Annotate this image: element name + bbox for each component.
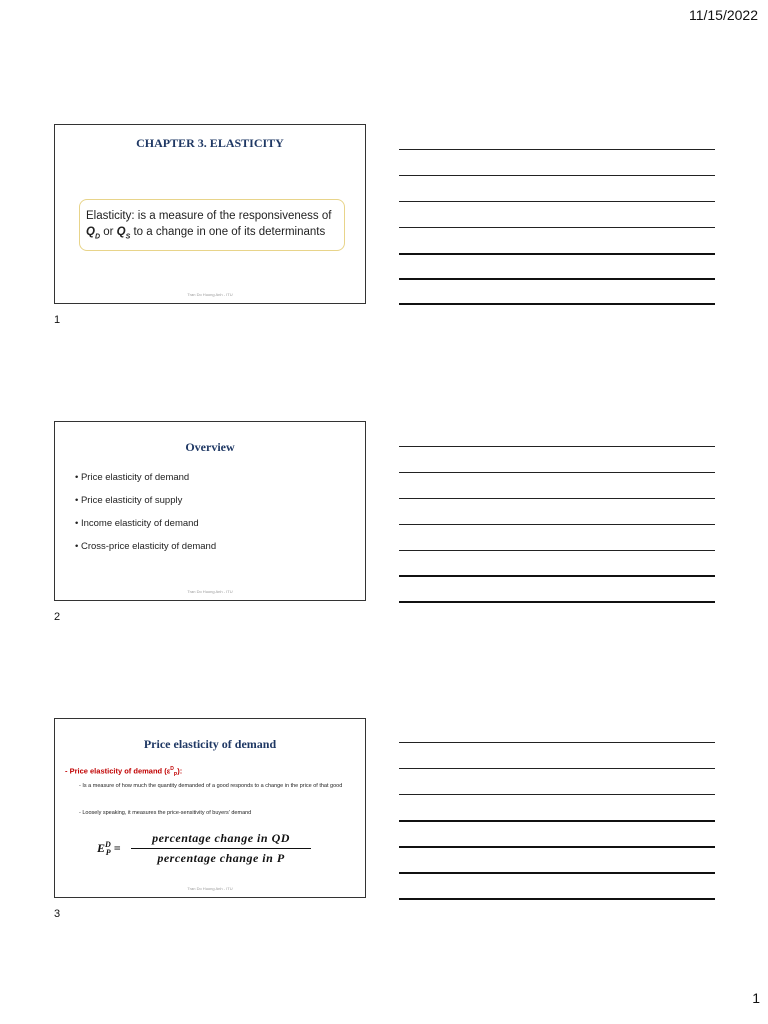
slide-1-footer: Tran Do Huong Anh - ITU xyxy=(187,292,233,297)
note-line xyxy=(399,253,715,255)
overview-bullet: • Price elasticity of demand xyxy=(75,472,190,483)
definition-sub-bullet: - Loosely speaking, it measures the price-sensitivity of buyers' demand xyxy=(79,810,252,816)
heading-end: ): xyxy=(177,766,183,776)
note-line xyxy=(399,472,715,473)
slide-3-title: Price elasticity of demand xyxy=(143,737,277,751)
print-date: 11/15/2022 xyxy=(688,7,758,23)
slide-2 xyxy=(54,421,366,601)
definition-suffix: to a change in one of its determinants xyxy=(130,226,326,238)
overview-bullet: • Income elasticity of demand xyxy=(75,518,199,529)
formula-symbol: E xyxy=(97,841,106,855)
definition-sub-bullet: - Is a measure of how much the quantity demanded of a good responds to a change in the price of that good xyxy=(79,783,343,789)
note-line xyxy=(399,201,715,202)
price-elasticity-heading xyxy=(65,766,182,778)
overview-bullet-list xyxy=(75,472,216,564)
slide-3-number: 3 xyxy=(54,908,61,920)
qs-symbol: Q xyxy=(116,226,126,238)
note-line xyxy=(399,820,715,822)
page-number: 1 xyxy=(752,990,760,1006)
note-line xyxy=(399,303,715,305)
note-line xyxy=(399,446,715,447)
note-line xyxy=(399,898,715,900)
formula-lhs xyxy=(97,840,121,857)
slide-2-footer: Tran Do Huong Anh - ITU xyxy=(187,589,233,594)
note-line xyxy=(399,550,715,551)
heading-sup: D xyxy=(170,766,174,772)
note-line xyxy=(399,524,715,525)
overview-bullet: • Cross-price elasticity of demand xyxy=(75,541,217,552)
slide-1-title: CHAPTER 3. ELASTICITY xyxy=(136,136,284,150)
note-line xyxy=(399,175,715,176)
formula-fraction xyxy=(131,831,311,866)
note-line xyxy=(399,227,715,228)
note-line xyxy=(399,575,715,577)
note-line xyxy=(399,872,715,874)
note-line xyxy=(399,601,715,603)
or-word: or xyxy=(100,226,117,238)
note-line xyxy=(399,149,715,150)
formula-sup: D xyxy=(105,840,111,849)
formula-denominator: percentage change in P xyxy=(157,851,285,865)
slide-1 xyxy=(54,124,366,304)
slide-2-number: 2 xyxy=(54,611,61,623)
slide-1-number: 1 xyxy=(54,314,61,326)
heading-sub: P xyxy=(173,772,178,778)
note-line xyxy=(399,794,715,795)
slide-2-title: Overview xyxy=(185,440,235,454)
qd-sub: D xyxy=(94,233,101,241)
note-line xyxy=(399,498,715,499)
slide-3-footer: Tran Do Huong Anh - ITU xyxy=(187,886,233,891)
qs-sub: S xyxy=(125,233,131,241)
formula-numerator: percentage change in QD xyxy=(131,831,311,849)
slide-3 xyxy=(54,718,366,898)
definition-box xyxy=(79,199,345,251)
note-line xyxy=(399,768,715,769)
formula-sub: P xyxy=(105,848,111,858)
note-line xyxy=(399,846,715,848)
definition-prefix: Elasticity: is a measure of the responsiveness of xyxy=(86,210,332,222)
heading-text: - Price elasticity of demand (ε xyxy=(65,766,171,776)
note-line xyxy=(399,742,715,743)
note-line xyxy=(399,278,715,280)
qd-symbol: Q xyxy=(86,226,95,238)
overview-bullet: • Price elasticity of supply xyxy=(75,495,183,506)
formula-equals: = xyxy=(110,841,121,855)
